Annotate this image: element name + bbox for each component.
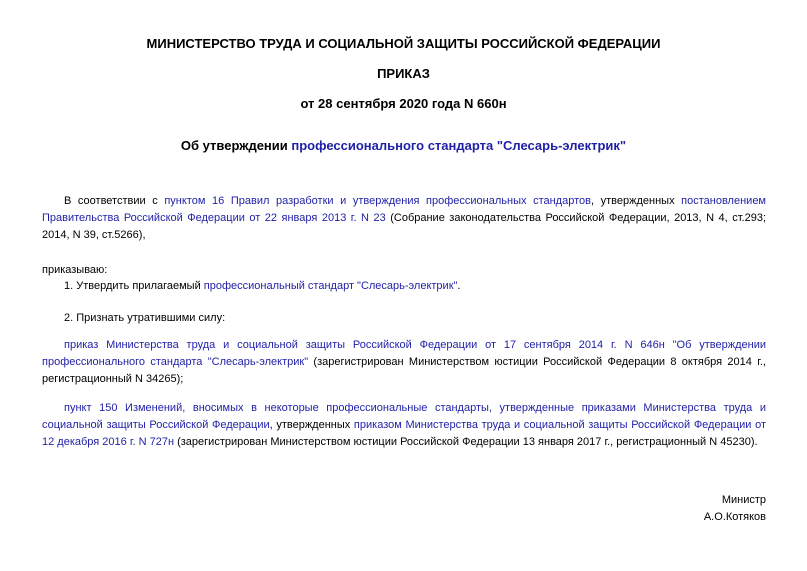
document-type: ПРИКАЗ (377, 66, 430, 81)
item-1-text: 1. Утвердить прилагаемый (64, 280, 204, 292)
changes-link[interactable]: пункт 150 Изменений, вносимых в некоторые профессиональные стандарты, утвержденные приказами Министерства труда и социальной защиты Российской Федерации (42, 402, 766, 431)
document-date-number: от 28 сентября 2020 года N 660н (300, 96, 507, 111)
document-subject (0, 138, 807, 154)
preamble-paragraph (42, 193, 766, 244)
sub-item-2-text-2: (зарегистрирован Министерством юстиции Российской Федерации 13 января 2017 г., регистрационный N 45230). (174, 436, 758, 448)
order-727n-link[interactable]: приказом Министерства труда и социальной защиты Российской Федерации от 12 декабря 2016 г. N 727н (42, 419, 766, 448)
item-1-end: . (457, 280, 461, 292)
ministry-title: МИНИСТЕРСТВО ТРУДА И СОЦИАЛЬНОЙ ЗАЩИТЫ РОССИЙСКОЙ ФЕДЕРАЦИИ (146, 36, 661, 51)
item-2: 2. Признать утратившими силу: (64, 312, 226, 324)
rules-link[interactable]: пунктом 16 Правил разработки и утверждения профессиональных стандартов (164, 195, 591, 207)
preamble-text-3: (Собрание законодательства Российской Федерации, 2013, N 4, ст.293; 2014, N 39, ст.5266), (42, 212, 766, 241)
sub-item-2 (42, 400, 766, 451)
signature-name: А.О.Котяков (703, 511, 766, 523)
subject-link[interactable]: профессионального стандарта "Слесарь-электрик" (291, 138, 627, 153)
subject-prefix: Об утверждении (180, 138, 292, 153)
signature-title: Министр (721, 494, 766, 506)
resolution-link[interactable]: постановлением Правительства Российской Федерации от 22 января 2013 г. N 23 (42, 195, 766, 224)
old-order-link[interactable]: приказ Министерства труда и социальной защиты Российской Федерации от 17 сентября 2014 г. N 646н "Об утверждении профессионального стандарта "Слесарь-электрик" (42, 339, 766, 368)
sub-item-1-text: (зарегистрирован Министерством юстиции Российской Федерации 8 октября 2014 г., регистрационный N 34265); (42, 356, 766, 385)
standard-link[interactable]: профессиональный стандарт "Слесарь-электрик" (203, 280, 458, 292)
preamble-text-2: , утвержденных (590, 195, 682, 207)
sub-item-1 (42, 337, 766, 388)
sub-item-2-text-1: , утвержденных (269, 419, 354, 431)
item-1 (64, 278, 460, 295)
order-word: приказываю: (42, 264, 108, 276)
preamble-text-1: В соответствии с (64, 195, 165, 207)
